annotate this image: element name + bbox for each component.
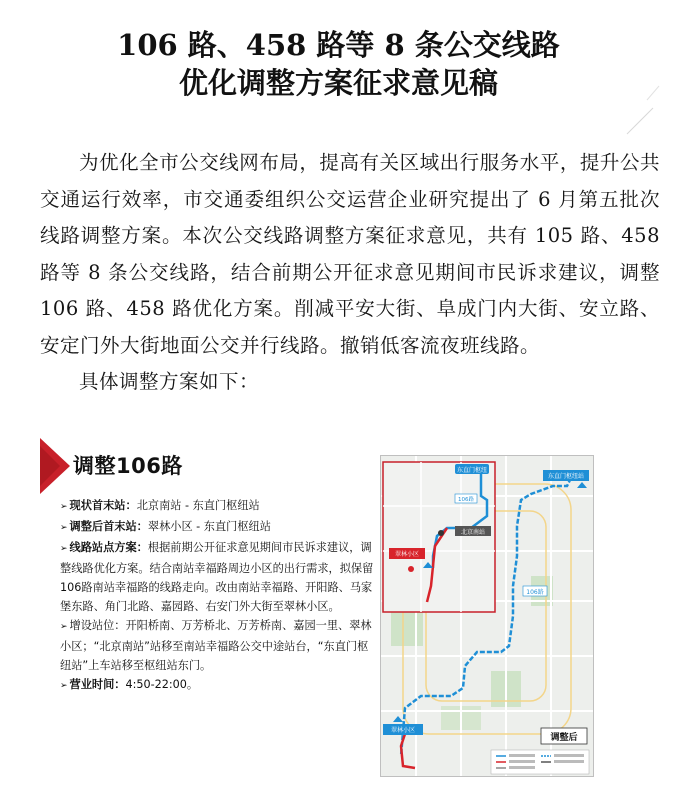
route-map-svg <box>381 456 593 776</box>
section-title: 调整106路 <box>73 454 183 478</box>
arrow-icon: ➢ <box>60 622 68 632</box>
corner-decoration <box>623 78 663 138</box>
body-paragraph-2: 具体调整方案如下： <box>79 370 260 393</box>
info-text: 增设站位：开阳桥南、万芳桥北、万芳桥南、嘉园一里、翠林小区；“北京南站”站移至南站幸福路公交中途站台，“东直门枢纽站”上车站移至枢纽站东门。 <box>60 619 372 672</box>
info-item-current-terminals <box>60 496 378 517</box>
section-flag-icon <box>40 438 70 494</box>
info-text: 北京南站 - 东直门枢纽站 <box>136 499 260 512</box>
document-title <box>0 26 677 102</box>
arrow-icon: ➢ <box>60 544 68 554</box>
route-map <box>380 455 594 777</box>
info-label: 线路站点方案： <box>69 541 148 554</box>
info-label: 调整后首末站： <box>69 520 148 533</box>
route-info-list <box>60 496 378 696</box>
title-line-2: 优化调整方案征求意见稿 <box>178 66 498 100</box>
info-item-hours <box>60 675 378 696</box>
info-text: 翠林小区 - 东直门枢纽站 <box>147 520 271 533</box>
info-item-stop-plan <box>60 538 378 616</box>
inset-label-route: 106路 <box>458 497 474 503</box>
map-label-dongzhimen: 东直门枢纽站 <box>547 473 585 480</box>
inset-label-dongzhimen: 东直门枢纽 <box>456 467 488 474</box>
arrow-icon: ➢ <box>60 502 68 512</box>
document-body <box>40 145 660 401</box>
info-label: 营业时间： <box>69 678 126 691</box>
info-text: 4:50-22:00。 <box>125 678 199 691</box>
title-line-1: 106 路、458 路等 8 条公交线路 <box>117 28 560 62</box>
map-label-route: 106路 <box>526 589 544 596</box>
map-after-badge: 调整后 <box>550 733 578 743</box>
inset-label-beijing-south: 北京南站 <box>460 529 486 536</box>
body-paragraph-1: 为优化全市公交线网布局，提高有关区域出行服务水平，提升公共交通运行效率，市交通委组织公交运营企业研究提出了 6 月第五批次线路调整方案。本次公交线路调整方案征求意见，共有 105 路、458 路等 8 条公交线路，结合前期公开征求意见期间市民诉求建议，调整 106 路、458 路优化方案。削减平安大街、阜成门内大街、安立路、安定门外大街地面公交并行线路。撤销低客流夜班线路。 <box>40 151 660 357</box>
arrow-icon: ➢ <box>60 681 68 691</box>
info-text: 根据前期公开征求意见期间市民诉求建议，调整线路优化方案。结合南站幸福路周边小区的出行需求，拟保留106路南站幸福路的线路走向。改由南站幸福路、开阳路、马家堡东路、角门北路、嘉园路、右安门外大街至翠林小区。 <box>60 541 374 613</box>
info-label: 现状首末站： <box>69 499 137 512</box>
inset-label-cuilin: 翠林小区 <box>394 551 420 558</box>
info-item-new-stops <box>60 616 378 675</box>
info-item-adjusted-terminals <box>60 517 378 538</box>
map-label-cuilin: 翠林小区 <box>390 727 416 734</box>
arrow-icon: ➢ <box>60 523 68 533</box>
